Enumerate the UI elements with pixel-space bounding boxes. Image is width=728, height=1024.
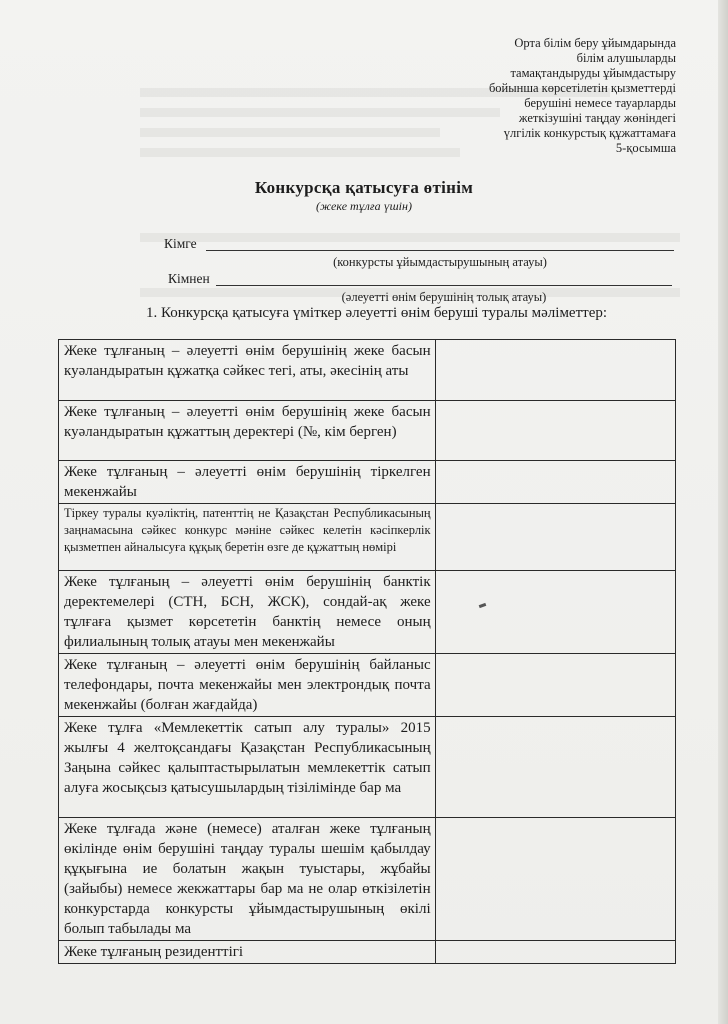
table-row <box>59 504 676 571</box>
appendix-line: Орта білім беру ұйымдарында <box>514 36 676 50</box>
show-through-line <box>140 233 680 242</box>
row-answer-cell[interactable] <box>435 654 675 717</box>
section-title: 1. Конкурсқа қатысуға үміткер әлеуетті өнім беруші туралы мәліметтер: <box>146 305 608 321</box>
table-row <box>59 340 676 401</box>
appendix-number: 5-қосымша <box>615 141 676 155</box>
applicant-info-table <box>58 339 676 964</box>
appendix-line: жеткізушіні таңдау жөніндегі <box>518 111 676 125</box>
row-label: Жеке тұлғаның – әлеуетті өнім берушінің тіркелген мекенжайы <box>59 461 436 504</box>
appendix-line: білім алушыларды <box>576 51 676 65</box>
row-label: Жеке тұлғаның – әлеуетті өнім берушінің банктік деректемелері (СТН, БСН, ЖСК), сондай-ақ жеке тұлғаға қызмет көрсететін банктің немесе оның филиалының толық атауы мен мекенжайы <box>59 571 436 654</box>
from-hint: (әлеуетті өнім берушінің толық атауы) <box>341 290 547 304</box>
table-row <box>59 818 676 941</box>
row-label: Жеке тұлғаның – әлеуетті өнім берушінің жеке басын куәландыратын құжаттың деректері (№, кім берген) <box>59 401 436 461</box>
table-row <box>59 571 676 654</box>
table-row <box>59 461 676 504</box>
row-label: Жеке тұлғаның – әлеуетті өнім берушінің байланыс телефондары, почта мекенжайы мен электрондық почта мекенжайы (болған жағдайда) <box>59 654 436 717</box>
page-edge <box>718 0 728 1024</box>
to-hint: (конкурсты ұйымдастырушының атауы) <box>333 255 547 269</box>
row-answer-cell[interactable] <box>435 340 675 401</box>
form-subtitle: (жеке тұлға үшін) <box>316 199 412 213</box>
appendix-line: тамақтандыруды ұйымдастыру <box>510 66 676 80</box>
appendix-header <box>376 36 676 156</box>
row-answer-cell[interactable] <box>435 504 675 571</box>
table-row <box>59 941 676 964</box>
row-answer-cell[interactable] <box>435 717 675 818</box>
row-answer-cell[interactable] <box>435 941 675 964</box>
appendix-line: берушіні немесе тауарларды <box>524 96 676 110</box>
row-label: Жеке тұлғаның – әлеуетті өнім берушінің жеке басын куәландыратын құжатқа сәйкес тегі, аты, әкесінің аты <box>59 340 436 401</box>
form-title: Конкурсқа қатысуға өтінім <box>254 178 474 197</box>
row-answer-cell[interactable] <box>435 571 675 654</box>
to-field[interactable] <box>206 250 674 251</box>
from-label: Кімнен <box>168 271 210 286</box>
row-answer-cell[interactable] <box>435 818 675 941</box>
appendix-line: бойынша көрсетілетін қызметтерді <box>488 81 676 95</box>
from-field[interactable] <box>216 285 672 286</box>
row-label: Тіркеу туралы куәліктің, патенттің не Қазақстан Республикасының заңнамасына сәйкес конкурс мәніне сәйкес келетін кәсіпкерлік қызметпен айналысуға құқық беретін өзге де құжаттың нөмірі <box>59 504 436 571</box>
to-label: Кімге <box>164 236 197 251</box>
appendix-line: үлгілік конкурстық құжаттамаға <box>503 126 676 140</box>
table-row <box>59 401 676 461</box>
table-row <box>59 717 676 818</box>
row-label: Жеке тұлғада және (немесе) аталған жеке тұлғаның өкілінде өнім берушіні таңдау туралы шешім қабылдау құқығына ие болатын жақын туыстары, жұбайы (зайыбы) немесе жекжаттары бар ма не олар өткізілетін конкурстарда конкурсты ұйымдастырушының өкілі болып табылады ма <box>59 818 436 941</box>
row-answer-cell[interactable] <box>435 461 675 504</box>
row-label: Жеке тұлға «Мемлекеттік сатып алу туралы» 2015 жылғы 4 желтоқсандағы Қазақстан Республикасының Заңына сәйкес қалыптастырылатын мемлекеттік сатып алуға жосықсыз қатысушылардың тізілімінде бар ма <box>59 717 436 818</box>
table-row <box>59 654 676 717</box>
row-answer-cell[interactable] <box>435 401 675 461</box>
row-label: Жеке тұлғаның резиденттігі <box>59 941 436 964</box>
